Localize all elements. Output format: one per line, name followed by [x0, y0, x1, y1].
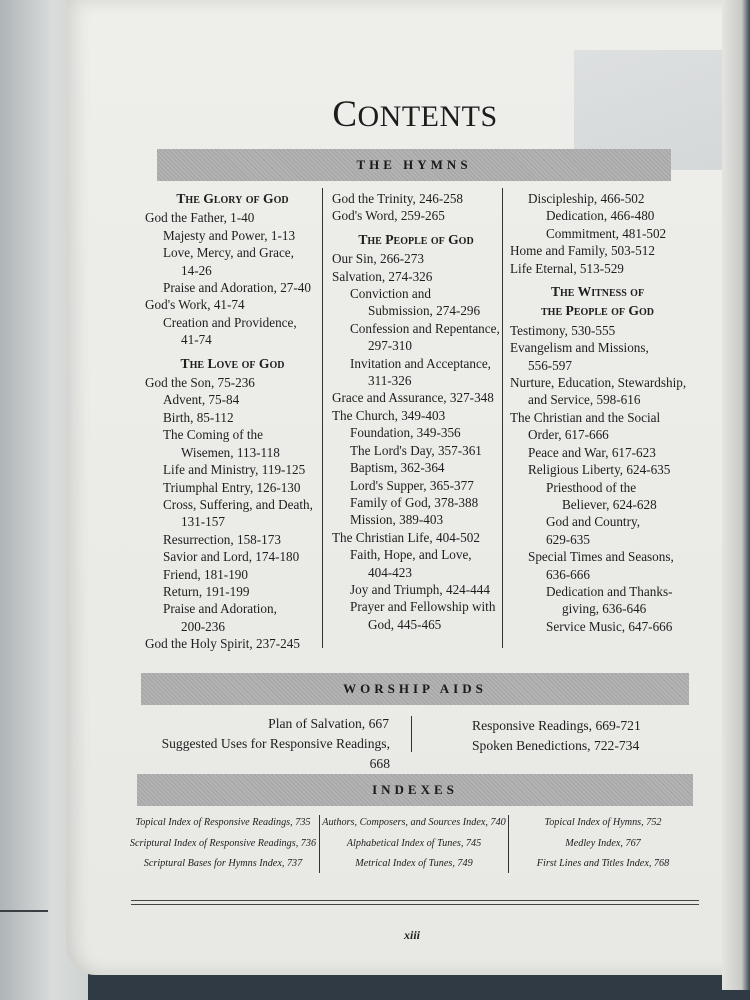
contents-entry: Foundation, 349-356 [350, 425, 461, 441]
contents-entry: God's Work, 41-74 [145, 297, 245, 313]
contents-entry: The Christian and the Social [510, 409, 661, 425]
contents-entry: The Church, 349-403 [332, 407, 446, 423]
hymns-column-2 [332, 190, 500, 633]
hymns-band: THE HYMNS [157, 149, 671, 181]
contents-entry: Dedication and Thanks- [546, 583, 673, 599]
indexes-column-2 [321, 813, 507, 875]
page-number: xiii [404, 928, 421, 942]
contents-entry: Joy and Triumph, 424-444 [350, 581, 490, 597]
index-item: First Lines and Titles Index, 768 [536, 858, 670, 869]
contents-entry: 404-423 [368, 564, 412, 580]
index-item: Metrical Index of Tunes, 749 [355, 858, 473, 869]
indexes-column-1 [128, 813, 318, 875]
contents-entry: Creation and Providence, [163, 314, 297, 330]
contents-entry: Return, 191-199 [163, 583, 250, 599]
contents-entry: Praise and Adoration, 27-40 [163, 280, 311, 296]
contents-entry: Advent, 75-84 [163, 392, 240, 408]
index-item: Scriptural Index of Responsive Readings, 736 [129, 837, 317, 849]
worship-aid-item: Responsive Readings, 669-721 [472, 718, 641, 733]
column-divider [508, 815, 509, 873]
section-heading: The Witness of [550, 284, 645, 300]
contents-entry: Confession and Repentance, [350, 320, 500, 336]
contents-entry: 131-157 [181, 514, 225, 530]
contents-entry: Birth, 85-112 [163, 409, 234, 425]
contents-entry: 311-326 [368, 373, 412, 389]
index-item: Topical Index of Responsive Readings, 735 [135, 817, 311, 828]
contents-entry: Family of God, 378-388 [350, 494, 479, 510]
contents-entry: Mission, 389-403 [350, 512, 444, 528]
contents-entry: Friend, 181-190 [163, 566, 248, 582]
contents-entry: giving, 636-646 [562, 601, 647, 617]
contents-entry: Savior and Lord, 174-180 [163, 549, 300, 565]
contents-entry: Resurrection, 158-173 [163, 531, 281, 547]
section-heading: the People of God [541, 303, 654, 319]
contents-entry: Peace and War, 617-623 [528, 444, 656, 460]
worship-aid-item: Spoken Benedictions, 722-734 [472, 738, 640, 753]
contents-entry: God the Trinity, 246-258 [332, 191, 464, 206]
hymns-column-1 [145, 190, 320, 653]
contents-entry: Our Sin, 266-273 [332, 251, 424, 267]
contents-entry: God the Father, 1-40 [145, 210, 255, 226]
contents-entry: Prayer and Fellowship with [350, 599, 496, 615]
worship-aids-band: WORSHIP AIDS [141, 673, 689, 705]
contents-entry: God the Holy Spirit, 237-245 [145, 636, 300, 652]
index-item: Alphabetical Index of Tunes, 745 [346, 837, 482, 849]
contents-entry: Testimony, 530-555 [510, 322, 616, 338]
contents-entry: 556-597 [528, 357, 572, 373]
contents-entry: Praise and Adoration, [163, 601, 277, 617]
contents-entry: God and Country, [546, 514, 641, 530]
contents-entry: Wisemen, 113-118 [181, 444, 280, 460]
contents-entry: Invitation and Acceptance, [350, 355, 491, 371]
contents-entry: The Coming of the [163, 427, 263, 443]
column-divider [319, 815, 320, 873]
section-heading: The Glory of God [176, 191, 289, 206]
column-divider [502, 188, 503, 648]
contents-entry: God, 445-465 [368, 616, 442, 632]
index-item: Medley Index, 767 [565, 837, 641, 849]
contents-entry: Submission, 274-296 [368, 303, 481, 319]
contents-entry: Priesthood of the [546, 479, 637, 495]
contents-entry: 297-310 [368, 338, 412, 354]
contents-entry: Triumphal Entry, 126-130 [163, 479, 301, 495]
contents-entry: Faith, Hope, and Love, [350, 547, 472, 563]
contents-entry: Lord's Supper, 365-377 [350, 477, 474, 493]
contents-entry: Special Times and Seasons, [528, 549, 674, 565]
contents-entry: Evangelism and Missions, [510, 340, 649, 356]
contents-entry: Nurture, Education, Stewardship, [510, 375, 687, 391]
contents-entry: God the Son, 75-236 [145, 375, 255, 391]
index-item: Scriptural Bases for Hymns Index, 737 [143, 858, 303, 869]
facing-page-rule [0, 910, 48, 912]
section-heading: The People of God [358, 231, 474, 247]
contents-entry: Salvation, 274-326 [332, 268, 433, 284]
contents-entry: Conviction and [350, 286, 431, 302]
contents-entry: Order, 617-666 [528, 427, 609, 443]
footer-rule [131, 900, 699, 905]
contents-entry: The Christian Life, 404-502 [332, 529, 480, 545]
contents-entry: and Service, 598-616 [528, 392, 641, 408]
contents-entry: 14-26 [181, 262, 212, 278]
contents-entry: 200-236 [181, 618, 225, 634]
page-edge [722, 0, 750, 990]
contents-entry: Grace and Assurance, 327-348 [332, 390, 494, 406]
column-divider [322, 188, 323, 648]
index-item: Topical Index of Hymns, 752 [544, 817, 662, 828]
contents-entry: Discipleship, 466-502 [528, 191, 645, 206]
column-divider [411, 716, 412, 752]
worship-aids-right [472, 716, 692, 756]
contents-entry: Home and Family, 503-512 [510, 243, 655, 259]
worship-aid-item: Plan of Salvation, 667 [268, 716, 389, 731]
contents-entry: The Lord's Day, 357-361 [350, 442, 482, 458]
contents-entry: Cross, Suffering, and Death, [163, 496, 313, 512]
contents-entry: 636-666 [546, 566, 590, 582]
contents-entry: Majesty and Power, 1-13 [163, 227, 296, 243]
contents-entry: Religious Liberty, 624-635 [528, 462, 671, 478]
contents-entry: Life Eternal, 513-529 [510, 260, 624, 276]
contents-entry: 41-74 [181, 332, 212, 348]
indexes-band: INDEXES [137, 774, 693, 806]
contents-entry: Dedication, 466-480 [546, 208, 655, 224]
index-item: Authors, Composers, and Sources Index, 740 [322, 817, 506, 828]
contents-entry: God's Word, 259-265 [332, 208, 445, 224]
worship-aid-item: Suggested Uses for Responsive Readings, 668 [161, 736, 390, 771]
contents-entry: Baptism, 362-364 [350, 460, 445, 476]
hymns-column-3 [510, 190, 685, 635]
contents-entry: Service Music, 647-666 [546, 618, 673, 634]
section-heading: The Love of God [180, 355, 285, 371]
indexes-column-3 [510, 813, 696, 875]
contents-entry: Life and Ministry, 119-125 [163, 462, 306, 478]
page-title: CONTENTS [332, 94, 498, 135]
contents-entry: Love, Mercy, and Grace, [163, 245, 294, 261]
contents-entry: Commitment, 481-502 [546, 225, 667, 241]
contents-entry: 629-635 [546, 531, 590, 547]
worship-aids-left [145, 714, 405, 774]
contents-entry: Believer, 624-628 [562, 496, 657, 512]
